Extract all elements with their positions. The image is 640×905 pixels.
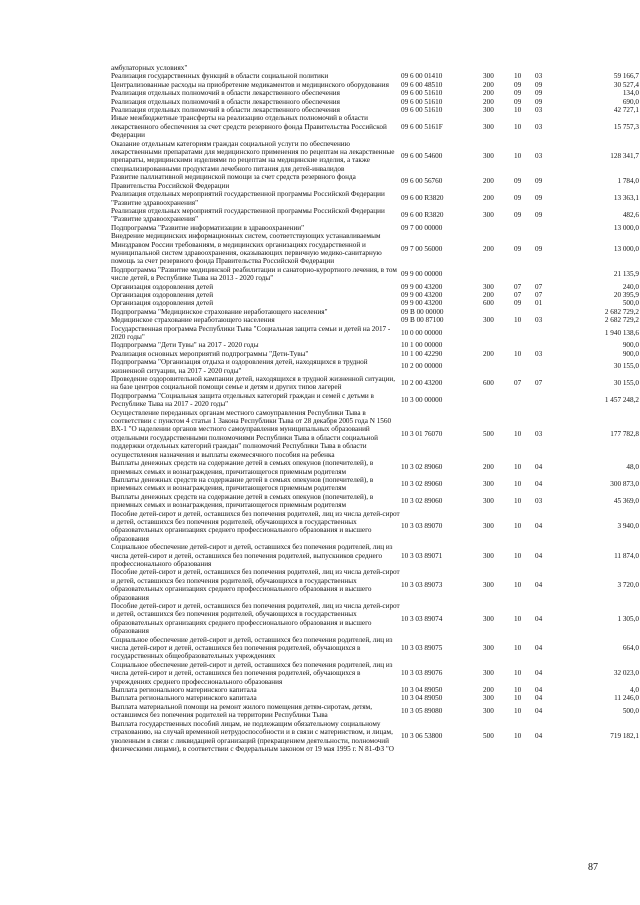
row-expense-type: 300 xyxy=(483,480,494,489)
row-expense-type: 300 xyxy=(483,72,494,81)
row-name: Подпрограмма "Организация отдыха и оздоровления детей, находящихся в трудной жизненной ситуации, на 2017 - 2020 годы" xyxy=(111,358,368,375)
row-section xyxy=(514,325,535,342)
row-amount: 45 369,0 xyxy=(613,496,639,505)
row-subsection: 03 xyxy=(535,152,543,161)
table-row xyxy=(111,266,639,283)
row-subsection: 07 xyxy=(535,379,543,388)
row-section: 09 xyxy=(514,80,522,89)
row-expense-type: 500 xyxy=(483,732,494,741)
row-name: Реализация государственных функций в области социальной политики xyxy=(111,72,329,81)
row-expense-type: 200 xyxy=(483,89,494,98)
table-row xyxy=(111,510,639,544)
row-subsection: 09 xyxy=(535,89,543,98)
row-name: Подпрограмма "Социальная защита отдельных категорий граждан и семей с детьми в Республике Тыва на 2017 - 2020 годы" xyxy=(111,391,374,409)
table-row xyxy=(111,459,639,476)
row-amount: 1 457 248,2 xyxy=(604,396,639,405)
row-amount: 20 395,9 xyxy=(613,290,639,299)
row-code: 09 6 00 54600 xyxy=(401,152,443,161)
row-section xyxy=(514,308,535,316)
row-name: Выплаты денежных средств на содержание детей в семьях опекунов (попечителей), в приемных семьях и вознаграждения, причитающегося приемным родителям xyxy=(111,475,374,493)
row-subsection: 09 xyxy=(535,244,543,253)
row-subsection: 04 xyxy=(535,480,543,489)
row-section: 10 xyxy=(514,463,522,472)
row-expense-type: 300 xyxy=(483,122,494,131)
row-name: Пособие детей-сирот и детей, оставшихся без попечения родителей, лиц из числа детей-сирот и детей, оставшихся без попечения родителей, обучающихся в государственных образовательных организациях среднего профессионального образования и высшего образования xyxy=(111,568,400,602)
table-row xyxy=(111,283,639,291)
row-name: Выплата материальной помощи на ремонт жилого помещения детям-сиротам, детям, оставшимся без попечения родителей на территории Республики Тыва xyxy=(111,702,373,720)
row-expense-type: 200 xyxy=(483,80,494,89)
row-expense-type xyxy=(483,224,514,232)
row-amount: 900,0 xyxy=(622,349,639,358)
row-amount: 11 874,0 xyxy=(614,551,639,560)
row-subsection: 01 xyxy=(535,299,543,308)
row-code: 10 3 06 53800 xyxy=(401,732,443,741)
row-code: 10 3 00 00000 xyxy=(401,396,443,405)
row-amount: 1 784,0 xyxy=(617,177,639,186)
row-expense-type: 600 xyxy=(483,299,494,308)
row-subsection: 04 xyxy=(535,551,543,560)
row-section: 10 xyxy=(514,522,522,531)
row-subsection: 03 xyxy=(535,316,543,325)
row-amount: 3 940,0 xyxy=(617,522,639,531)
table-row xyxy=(111,358,639,375)
row-section: 09 xyxy=(514,177,522,186)
row-subsection xyxy=(535,64,575,72)
table-row xyxy=(111,720,639,754)
row-code: 10 3 05 89080 xyxy=(401,707,443,716)
row-section: 10 xyxy=(514,122,522,131)
row-code: 10 1 00 42290 xyxy=(401,349,443,358)
row-subsection: 04 xyxy=(535,686,543,695)
row-subsection: 03 xyxy=(535,429,543,438)
row-name: Организация оздоровления детей xyxy=(111,290,214,299)
row-expense-type: 200 xyxy=(483,97,494,106)
row-amount: 1 940 138,6 xyxy=(604,328,639,337)
row-amount: 15 757,3 xyxy=(613,122,639,131)
row-name: Реализация отдельных мероприятий государственной программы Российской Федерации "Развитие здравоохранения" xyxy=(111,190,385,207)
row-expense-type: 200 xyxy=(483,194,494,203)
row-subsection: 07 xyxy=(535,282,543,291)
row-code: 09 6 00 R3820 xyxy=(401,194,444,203)
table-row xyxy=(111,661,639,686)
table-row xyxy=(111,316,639,324)
budget-table-body xyxy=(111,64,639,753)
row-amount: 30 155,0 xyxy=(613,362,639,371)
row-section: 09 xyxy=(514,89,522,98)
row-name: Оказание отдельным категориям граждан социальной услуги по обеспечению лекарственными препаратами для медицинского применения по рецептам на лекарственные препараты, медицинскими изделиями по рецептам на медицинские изделия, а также специализированными продуктами лечебного питания для детей-инвалидов xyxy=(111,139,395,173)
row-expense-type: 300 xyxy=(483,316,494,325)
table-row xyxy=(111,98,639,106)
row-section: 09 xyxy=(514,211,522,220)
row-section: 07 xyxy=(514,290,522,299)
table-row xyxy=(111,207,639,224)
row-subsection xyxy=(535,224,575,232)
table-row xyxy=(111,81,639,89)
row-code: 09 9 00 43200 xyxy=(401,299,443,308)
row-expense-type: 300 xyxy=(483,551,494,560)
row-amount: 134,0 xyxy=(622,89,639,98)
row-expense-type: 600 xyxy=(483,379,494,388)
row-code: 09 9 00 00000 xyxy=(401,269,443,278)
row-section: 07 xyxy=(514,282,522,291)
row-expense-type: 300 xyxy=(483,694,494,703)
row-name: Подпрограмма "Медицинское страхование неработающего населения" xyxy=(111,307,328,316)
row-code: 10 3 03 89075 xyxy=(401,644,443,653)
row-name: Пособие детей-сирот и детей, оставшихся без попечения родителей, лиц из числа детей-сирот и детей, оставшихся без попечения родителей, обучающихся в государственных образовательных организациях среднего профессионального образования и высшего образования xyxy=(111,509,400,543)
row-section: 10 xyxy=(514,152,522,161)
row-amount: 21 135,9 xyxy=(613,269,639,278)
row-section: 10 xyxy=(514,669,522,678)
row-section: 10 xyxy=(514,732,522,741)
row-expense-type: 200 xyxy=(483,463,494,472)
row-name: Реализация отдельных полномочий в области лекарственного обеспечения xyxy=(111,89,340,98)
row-code: 10 3 04 89050 xyxy=(401,686,443,695)
row-amount: 1 305,0 xyxy=(617,614,639,623)
row-expense-type: 200 xyxy=(483,686,494,695)
row-subsection: 03 xyxy=(535,122,543,131)
row-expense-type: 300 xyxy=(483,669,494,678)
row-name: Выплата государственных пособий лицам, не подлежащим обязательному социальному страхованию, на случай временной нетрудоспособности и в связи с материнством, и лицам, уволенным в связи с ликвидацией организаций (прекращением деятельности, полномочий физическими лицами), в соответствии с Федеральным законом от 19 мая 1995 г. N 81-ФЗ "О xyxy=(111,719,394,753)
row-amount: 30 527,4 xyxy=(613,80,639,89)
page-number: 87 xyxy=(588,862,598,873)
row-expense-type: 500 xyxy=(483,429,494,438)
row-amount: 2 682 729,2 xyxy=(604,307,639,316)
row-code: 09 6 00 48510 xyxy=(401,80,443,89)
row-expense-type xyxy=(483,64,514,72)
row-amount: 300 873,0 xyxy=(610,480,639,489)
row-section: 10 xyxy=(514,72,522,81)
row-code: 09 6 00 5161F xyxy=(401,122,443,131)
row-name: Проведение оздоровительной кампании детей, находящихся в трудной жизненной ситуации, на базе центров социальной помощи семье и детям и других типов лагерей xyxy=(111,375,396,392)
row-section xyxy=(514,64,535,72)
row-amount: 11 246,0 xyxy=(614,694,639,703)
row-code: 10 3 03 89076 xyxy=(401,669,443,678)
row-code: 10 2 00 43200 xyxy=(401,379,443,388)
row-name: Выплаты денежных средств на содержание детей в семьях опекунов (попечителей), в приемных семьях и вознаграждения, причитающегося приемным родителям xyxy=(111,459,374,476)
row-name: Медицинское страхование неработающего населения xyxy=(111,316,275,325)
row-code: 10 0 00 00000 xyxy=(401,328,443,337)
row-name: Реализация отдельных полномочий в области лекарственного обеспечения xyxy=(111,106,340,115)
row-subsection: 03 xyxy=(535,496,543,505)
row-subsection xyxy=(535,358,575,375)
row-section xyxy=(514,266,535,283)
row-section: 10 xyxy=(514,496,522,505)
row-amount: 32 023,0 xyxy=(613,669,639,678)
row-subsection: 09 xyxy=(535,80,543,89)
table-row xyxy=(111,224,639,232)
row-code: 09 6 00 51610 xyxy=(401,97,443,106)
row-code: 10 3 03 89074 xyxy=(401,614,443,623)
row-name: Выплата регионального материнского капитала xyxy=(111,686,257,695)
row-expense-type: 300 xyxy=(483,580,494,589)
table-row xyxy=(111,173,639,190)
row-section: 10 xyxy=(514,480,522,489)
row-code: 10 1 00 00000 xyxy=(401,341,443,350)
table-row xyxy=(111,703,639,720)
row-name: Централизованные расходы на приобретение медикаментов и медицинского оборудования xyxy=(111,80,389,89)
table-row xyxy=(111,308,639,316)
row-subsection: 04 xyxy=(535,522,543,531)
row-subsection: 04 xyxy=(535,694,543,703)
row-expense-type: 300 xyxy=(483,522,494,531)
row-code: 09 9 00 43200 xyxy=(401,290,443,299)
row-amount: 13 000,0 xyxy=(613,223,639,232)
row-subsection xyxy=(535,341,575,349)
table-row xyxy=(111,568,639,602)
row-section: 10 xyxy=(514,580,522,589)
row-name: Иные межбюджетные трансферты на реализацию отдельных полномочий в области лекарственного обеспечения за счет средств резервного фонда Правительства Российской Федерации xyxy=(111,114,387,140)
row-amount: 500,0 xyxy=(622,299,639,308)
table-row xyxy=(111,89,639,97)
table-row xyxy=(111,602,639,636)
row-code: 10 3 03 89071 xyxy=(401,551,443,560)
row-code: 10 2 00 00000 xyxy=(401,362,443,371)
row-amount: 3 720,0 xyxy=(617,580,639,589)
row-section: 07 xyxy=(514,379,522,388)
row-subsection xyxy=(535,325,575,342)
table-row xyxy=(111,114,639,139)
row-name: Социальное обеспечение детей-сирот и детей, оставшихся без попечения родителей, лиц из числа детей-сирот и детей, оставшихся без попечения родителей, обучающихся в учреждениях среднего профессионального образования xyxy=(111,660,393,686)
table-row xyxy=(111,686,639,694)
row-subsection: 04 xyxy=(535,707,543,716)
row-section: 10 xyxy=(514,551,522,560)
table-row xyxy=(111,350,639,358)
row-code: 09 В 00 87100 xyxy=(401,316,444,325)
row-section: 10 xyxy=(514,349,522,358)
row-name: Реализация отдельных полномочий в области лекарственного обеспечения xyxy=(111,97,340,106)
row-name: Выплата регионального материнского капитала xyxy=(111,694,257,703)
row-code: 10 3 02 89060 xyxy=(401,480,443,489)
row-amount: 2 682 729,2 xyxy=(604,316,639,325)
row-section: 10 xyxy=(514,707,522,716)
row-section xyxy=(514,341,535,349)
row-amount: 664,0 xyxy=(622,644,639,653)
row-expense-type: 200 xyxy=(483,244,494,253)
row-amount: 128 341,7 xyxy=(610,152,639,161)
row-amount: 48,0 xyxy=(626,463,639,472)
table-row xyxy=(111,341,639,349)
table-row xyxy=(111,106,639,114)
row-amount: 482,6 xyxy=(622,211,639,220)
row-subsection: 09 xyxy=(535,97,543,106)
row-amount: 240,0 xyxy=(622,282,639,291)
row-subsection: 04 xyxy=(535,644,543,653)
row-amount: 4,0 xyxy=(630,686,639,695)
table-row xyxy=(111,291,639,299)
row-expense-type xyxy=(483,392,514,409)
row-name: Государственная программа Республики Тыва "Социальная защита семьи и детей на 2017 - 2020 годы" xyxy=(111,324,391,341)
row-name: амбулаторных условиях" xyxy=(111,64,188,72)
row-section: 10 xyxy=(514,106,522,115)
table-row xyxy=(111,493,639,510)
row-section: 09 xyxy=(514,244,522,253)
row-section xyxy=(514,358,535,375)
row-code: 10 3 04 89050 xyxy=(401,694,443,703)
row-subsection: 04 xyxy=(535,669,543,678)
row-code: 09 6 00 51610 xyxy=(401,106,443,115)
row-subsection: 03 xyxy=(535,349,543,358)
row-name: Внедрение медицинских информационных систем, соответствующих устанавливаемым Минздравом России требованиям, в медицинских организациях государственной и муниципальной систем здравоохранения, оказывающих первичную медико-санитарную помощь за счет резервного фонда Правительства Российской Федерации xyxy=(111,232,382,266)
row-name: Выплаты денежных средств на содержание детей в семьях опекунов (попечителей), в приемных семьях и вознаграждения, причитающегося приемным родителям xyxy=(111,492,374,510)
row-name: Социальное обеспечение детей-сирот и детей, оставшихся без попечения родителей, лиц из числа детей-сирот и детей, оставшихся без попечения родителей, выпускников среднего профессионального образования xyxy=(111,543,393,568)
row-subsection: 03 xyxy=(535,72,543,81)
row-name: Организация оздоровления детей xyxy=(111,299,214,308)
row-code: 10 3 03 89070 xyxy=(401,522,443,531)
row-amount xyxy=(575,64,639,72)
row-amount: 30 155,0 xyxy=(613,379,639,388)
row-subsection: 04 xyxy=(535,463,543,472)
row-code: 09 6 00 R3820 xyxy=(401,211,444,220)
row-code: 09 7 00 00000 xyxy=(401,223,443,232)
row-code: 10 3 02 89060 xyxy=(401,463,443,472)
row-amount: 177 782,8 xyxy=(610,429,639,438)
row-code xyxy=(401,64,483,72)
row-subsection: 04 xyxy=(535,580,543,589)
table-row xyxy=(111,543,639,568)
row-code: 09 7 00 56000 xyxy=(401,244,443,253)
table-row xyxy=(111,190,639,207)
row-subsection: 03 xyxy=(535,106,543,115)
row-name: Развитие паллиативной медицинской помощи за счет средств резервного фонда Правительства Российской Федерации xyxy=(111,173,356,190)
row-expense-type xyxy=(483,341,514,349)
row-name: Подпрограмма "Развитие информатизации в здравоохранении" xyxy=(111,223,305,232)
row-amount: 59 166,7 xyxy=(613,72,639,81)
row-expense-type xyxy=(483,308,514,316)
row-expense-type: 300 xyxy=(483,152,494,161)
row-subsection: 07 xyxy=(535,290,543,299)
row-expense-type: 300 xyxy=(483,496,494,505)
row-section: 10 xyxy=(514,614,522,623)
table-row xyxy=(111,325,639,342)
row-expense-type: 300 xyxy=(483,707,494,716)
table-row xyxy=(111,409,639,459)
row-expense-type: 200 xyxy=(483,349,494,358)
budget-table xyxy=(111,64,639,753)
row-amount: 719 182,1 xyxy=(610,732,639,741)
row-section: 10 xyxy=(514,686,522,695)
row-section: 10 xyxy=(514,644,522,653)
row-code: 10 3 02 89060 xyxy=(401,496,443,505)
row-amount: 13 363,1 xyxy=(613,194,639,203)
row-code: 09 9 00 43200 xyxy=(401,282,443,291)
row-amount: 42 727,1 xyxy=(613,106,639,115)
row-section xyxy=(514,392,535,409)
row-section: 09 xyxy=(514,299,522,308)
row-amount: 900,0 xyxy=(622,341,639,350)
row-expense-type: 300 xyxy=(483,644,494,653)
table-row xyxy=(111,64,639,72)
row-code: 10 3 03 89073 xyxy=(401,580,443,589)
row-section: 10 xyxy=(514,429,522,438)
table-row xyxy=(111,694,639,702)
row-code: 09 6 00 01410 xyxy=(401,72,443,81)
row-code: 09 В 00 00000 xyxy=(401,307,444,316)
row-expense-type xyxy=(483,358,514,375)
row-expense-type: 300 xyxy=(483,614,494,623)
table-row xyxy=(111,72,639,80)
row-subsection: 09 xyxy=(535,177,543,186)
row-name: Подпрограмма "Развитие медицинской реабилитации и санаторно-курортного лечения, в том числе детей, в Республике Тыва на 2013 - 2020 годы" xyxy=(111,265,397,283)
row-name: Пособие детей-сирот и детей, оставшихся без попечения родителей, лиц из числа детей-сирот и детей, оставшихся без попечения родителей, обучающихся в государственных образовательных организациях среднего профессионального образования и высшего образования xyxy=(111,602,400,636)
row-section: 09 xyxy=(514,97,522,106)
row-name: Осуществление переданных органам местного самоуправления Республики Тыва в соответствии с пунктом 4 статьи 1 Закона Республики Тыва от 28 декабря 2005 года N 1560 ВХ-1 "О наделении органов местного самоуправления муниципальных образований отдельными государственными полномочиями Республики Тыва в области социальной поддержки отдельных категорий граждан" полномочий Республики Тыва в области осуществления назначения и выплаты ежемесячного пособия на ребенка xyxy=(111,408,392,459)
table-row xyxy=(111,476,639,493)
row-expense-type: 300 xyxy=(483,211,494,220)
row-section: 09 xyxy=(514,194,522,203)
row-subsection: 04 xyxy=(535,614,543,623)
row-amount: 13 000,0 xyxy=(613,244,639,253)
row-subsection xyxy=(535,266,575,283)
row-section xyxy=(514,224,535,232)
row-name: Организация оздоровления детей xyxy=(111,282,214,291)
row-subsection: 09 xyxy=(535,211,543,220)
row-subsection: 04 xyxy=(535,732,543,741)
row-name: Подпрограмма "Дети Тувы" на 2017 - 2020 годы xyxy=(111,341,259,350)
row-code: 10 3 01 76070 xyxy=(401,429,443,438)
row-expense-type: 200 xyxy=(483,290,494,299)
table-row xyxy=(111,392,639,409)
row-section: 10 xyxy=(514,316,522,325)
row-name: Социальное обеспечение детей-сирот и детей, оставшихся без попечения родителей, лиц из числа детей-сирот и детей, оставшихся без попечения родителей, обучающихся в государственных общеобразовательных учреждениях xyxy=(111,635,393,661)
row-expense-type xyxy=(483,325,514,342)
row-code: 09 6 00 56760 xyxy=(401,177,443,186)
row-expense-type: 200 xyxy=(483,177,494,186)
row-expense-type: 300 xyxy=(483,282,494,291)
row-section: 10 xyxy=(514,694,522,703)
row-code: 09 6 00 51610 xyxy=(401,89,443,98)
table-row xyxy=(111,232,639,266)
row-name: Реализация основных мероприятий подпрограммы "Дети-Тувы" xyxy=(111,349,309,358)
row-subsection: 09 xyxy=(535,194,543,203)
row-subsection xyxy=(535,392,575,409)
table-row xyxy=(111,375,639,392)
row-amount: 690,0 xyxy=(622,97,639,106)
row-subsection xyxy=(535,308,575,316)
row-expense-type: 300 xyxy=(483,106,494,115)
table-row xyxy=(111,140,639,174)
row-name: Реализация отдельных мероприятий государственной программы Российской Федерации "Развитие здравоохранения" xyxy=(111,206,385,224)
table-row xyxy=(111,636,639,661)
row-amount: 500,0 xyxy=(622,707,639,716)
table-row xyxy=(111,299,639,307)
row-expense-type xyxy=(483,266,514,283)
